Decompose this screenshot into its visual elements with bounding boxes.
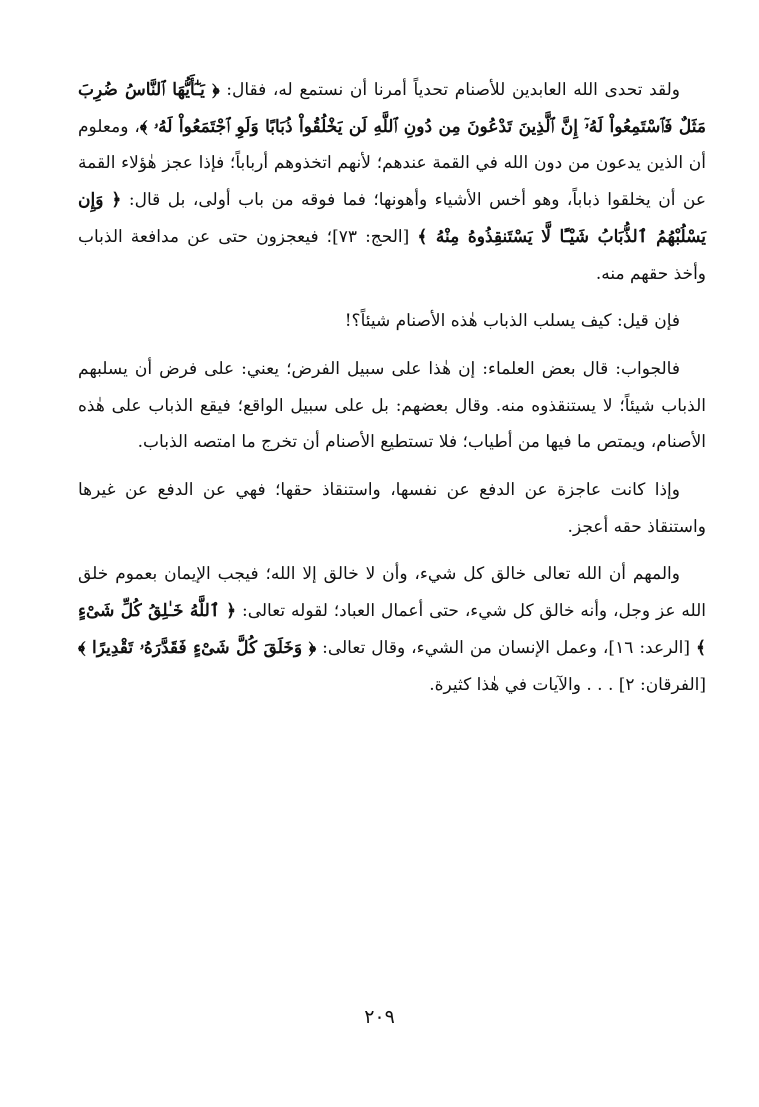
- paragraph-creation: [78, 556, 706, 703]
- paragraph-text: ، ومعلوم أن الذين يدعون من دون الله في القمة عندهم؛ لأنهم اتخذوهم أرباباً؛ فإذا عجز هٰؤلاء القمة عن أن يخلقوا ذباباً، وهو أخس الأشياء وأهونها؛ فما فوقه من باب أولى، بل قال:: [78, 116, 707, 211]
- paragraph-question: فإن قيل: كيف يسلب الذباب هٰذه الأصنام شيئاً؟!: [344, 311, 680, 332]
- verse-reference: [الحج: ٧٣]: [332, 226, 410, 247]
- page-number: ٢٠٩: [364, 1006, 395, 1028]
- paragraph-text: ولقد تحدى الله العابدين للأصنام تحدياً أمرنا أن نستمع له، فقال:: [226, 80, 680, 100]
- paragraph-gap: [78, 545, 706, 556]
- paragraph-text: ، وعمل الإنسان من الشيء، وقال تعالى:: [322, 637, 609, 658]
- paragraph-text: . . . والآيات في هٰذا كثيرة.: [429, 674, 614, 695]
- quran-verse: ﴿ وَإِن يَسْلُبْهُمُ ٱلذُّبَابُ شَيْـًٔا لَّا يَسْتَنقِذُوهُ مِنْهُ ﴾: [78, 190, 706, 247]
- paragraph-text: ؛ فيعجزون حتى عن مدافعة الذباب وأخذ حقهم منه.: [78, 226, 706, 284]
- paragraph-gap: [78, 340, 706, 351]
- quran-verse: ﴿ ٱللَّهُ خَـٰلِقُ كُلِّ شَىْءٍ ﴾: [78, 601, 706, 658]
- paragraph-text: والمهم أن الله تعالى خالق كل شيء، وأن لا خالق إلا الله؛ فيجب الإيمان بعموم خلق الله عز وجل، وأنه خالق كل شيء، حتى أعمال العباد؛ لقوله تعالى:: [78, 564, 707, 622]
- book-page: [78, 72, 706, 1032]
- paragraph-challenge: [78, 72, 706, 292]
- paragraph-gap: [78, 461, 706, 472]
- quran-verse: ﴿ وَخَلَقَ كُلَّ شَىْءٍ فَقَدَّرَهُۥ تَقْدِيرًا ﴾: [78, 637, 317, 658]
- paragraph-answer: فالجواب: قال بعض العلماء: إن هٰذا على سبيل الفرض؛ يعني: على فرض أن يسلبهم الذباب شيئاً؛ لا يستنقذوه منه. وقال بعضهم: بل على سبيل الواقع؛ فيقع الذباب على هٰذه الأصنام، ويمتص ما فيها من أطياب؛ فلا تستطيع الأصنام أن تخرج ما امتصه الذباب.: [78, 358, 706, 453]
- verse-reference: [الفرقان: ٢]: [618, 674, 706, 695]
- paragraph-gap: [78, 292, 706, 303]
- paragraph-inability: وإذا كانت عاجزة عن الدفع عن نفسها، واستنقاذ حقها؛ فهي عن الدفع عن غيرها واستنقاذ حقه أعجز.: [78, 480, 706, 537]
- quran-verse: ﴿ يَـٰٓأَيُّهَا ٱلنَّاسُ ضُرِبَ مَثَلٌ فَٱسْتَمِعُواْ لَهُۥٓ إِنَّ ٱلَّذِينَ تَدْعُونَ مِن دُونِ ٱللَّهِ لَن يَخْلُقُواْ ذُبَابًا وَلَوِ ٱجْتَمَعُواْ لَهُۥ ﴾: [78, 80, 706, 137]
- verse-reference: [الرعد: ١٦]: [608, 637, 691, 658]
